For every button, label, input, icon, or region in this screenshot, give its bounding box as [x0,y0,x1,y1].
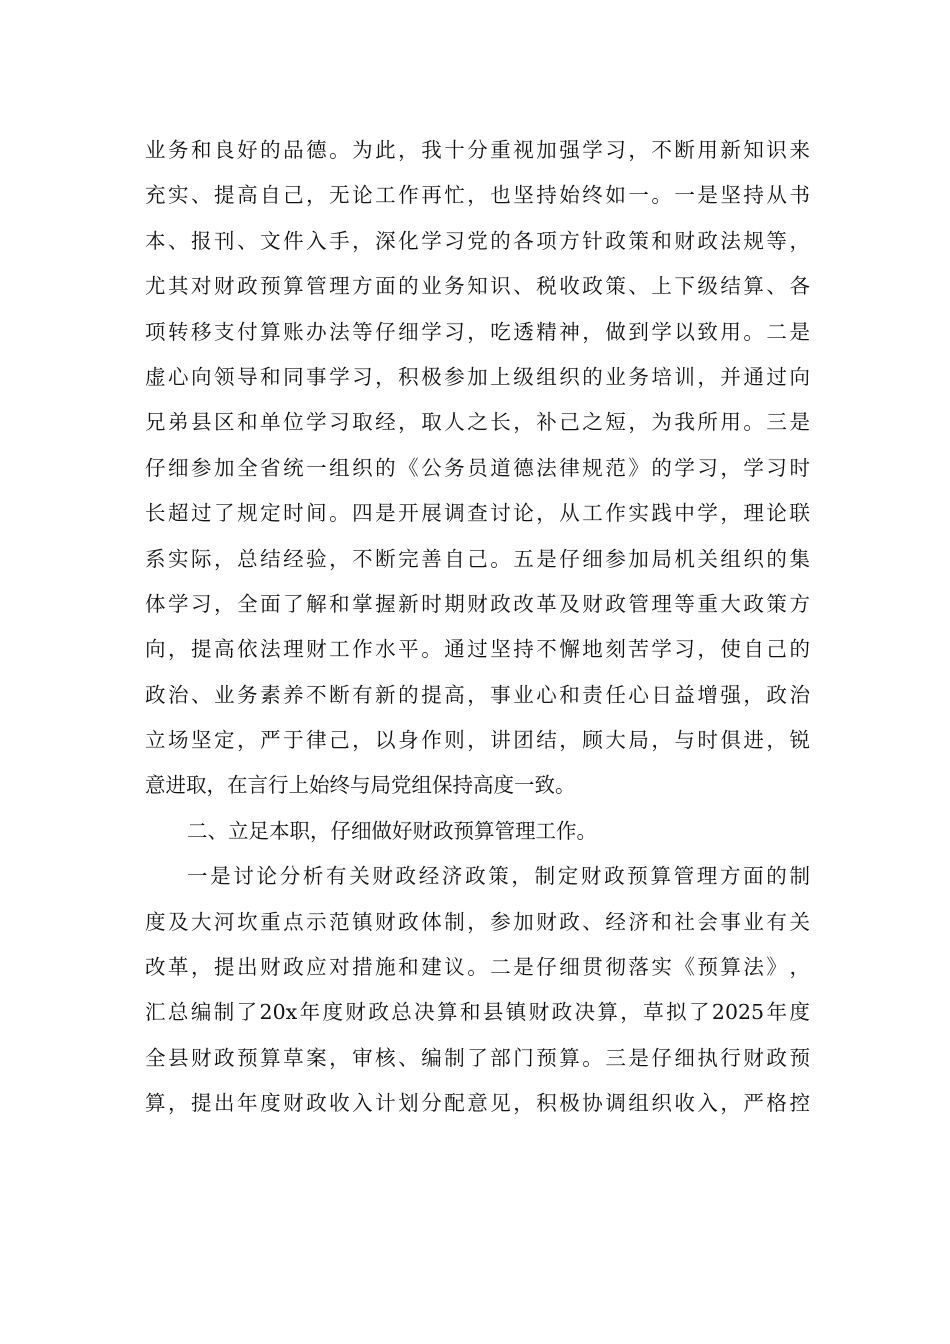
text-line: 改 革 ， 提 出 财 政 应 对 措 施 和 建 议 。 二 是 仔 细 贯 彻 落 实 《 预 算 法 》 ， [145,955,810,980]
text-line: 长 超 过 了 规 定 时 间 。 四 是 开 展 调 查 讨 论 ， 从 工 作 实 践 中 学 ， 理 论 联 [145,501,810,526]
text-line: 一 是 讨 论 分 析 有 关 财 政 经 济 政 策 ， 制 定 财 政 预 算 管 理 方 面 的 制 [187,864,810,889]
text-line: 向 ， 提 高 依 法 理 财 工 作 水 平 。 通 过 坚 持 不 懈 地 刻 苦 学 习 ， 使 自 己 的 [145,637,810,662]
text-line: 意进取，在言行上始终与局党组保持高度一致。 [145,773,576,798]
text-line: 仔 细 参 加 全 省 统 一 组 织 的 《 公 务 员 道 德 法 律 规 范 》 的 学 习 ， 学 习 时 [145,455,810,480]
text-line: 体 学 习 ， 全 面 了 解 和 掌 握 新 时 期 财 政 改 革 及 财 政 管 理 等 重 大 政 策 方 [145,591,810,616]
text-line: 立 场 坚 定 ， 严 于 律 己 ， 以 身 作 则 ， 讲 团 结 ， 顾 大 局 ， 与 时 俱 进 ， 锐 [145,728,810,753]
text-line: 全 县 财 政 预 算 草 案 ， 审 核 、 编 制 了 部 门 预 算 。 三 是 仔 细 执 行 财 政 预 [145,1045,810,1070]
text-line: 尤 其 对 财 政 预 算 管 理 方 面 的 业 务 知 识 、 税 收 政 策 、 上 下 级 结 算 、 各 [145,274,810,299]
text-line: 本 、 报 刊 、 文 件 入 手 ， 深 化 学 习 党 的 各 项 方 针 政 策 和 财 政 法 规 等 ， [145,228,810,253]
text-line: 兄 弟 县 区 和 单 位 学 习 取 经 ， 取 人 之 长 ， 补 己 之 短 ， 为 我 所 用 。 三 是 [145,410,810,435]
text-line: 算 ， 提 出 年 度 财 政 收 入 计 划 分 配 意 见 ， 积 极 协 调 组 织 收 入 ， 严 格 控 [145,1091,810,1116]
body-text [145,128,810,1127]
text-line: 二、立足本职，仔细做好财政预算管理工作。 [187,818,597,843]
text-line: 度 及 大 河 坎 重 点 示 范 镇 财 政 体 制 ， 参 加 财 政 、 经 济 和 社 会 事 业 有 关 [145,909,810,934]
text-line: 项 转 移 支 付 算 账 办 法 等 仔 细 学 习 ， 吃 透 精 神 ， 做 到 学 以 致 用 。 二 是 [145,319,810,344]
text-line: 充 实 、 提 高 自 己 ， 无 论 工 作 再 忙 ， 也 坚 持 始 终 如 一 。 一 是 坚 持 从 书 [145,183,810,208]
text-line: 虚 心 向 领 导 和 同 事 学 习 ， 积 极 参 加 上 级 组 织 的 业 务 培 训 ， 并 通 过 向 [145,364,810,389]
text-line: 汇 总 编 制 了 20x 年 度 财 政 总 决 算 和 县 镇 财 政 决 算 ， 草 拟 了 2025 年 度 [145,1000,810,1025]
text-line: 系 实 际 ， 总 结 经 验 ， 不 断 完 善 自 己 。 五 是 仔 细 参 加 局 机 关 组 织 的 集 [145,546,810,571]
text-line: 政 治 、 业 务 素 养 不 断 有 新 的 提 高 ， 事 业 心 和 责 任 心 日 益 增 强 ， 政 治 [145,682,810,707]
text-line: 业 务 和 良 好 的 品 德 。 为 此 ， 我 十 分 重 视 加 强 学 习 ， 不 断 用 新 知 识 来 [145,138,810,162]
